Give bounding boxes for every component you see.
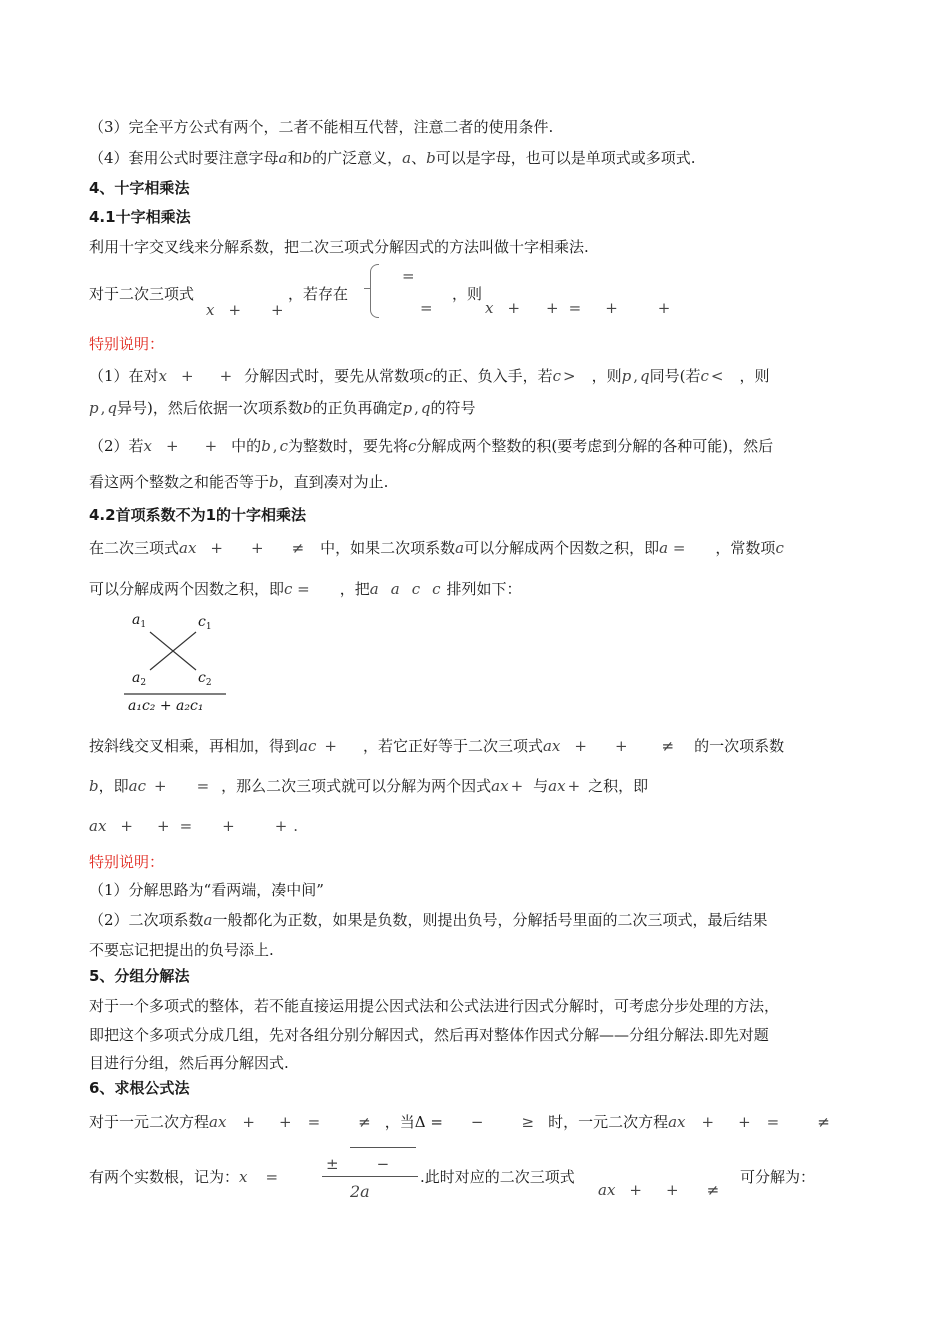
l4-text-b: 和 xyxy=(287,149,303,167)
p42-line-1: 在二次三项式ax + + ≠ 中，如果二次项系数a可以分解成两个因数之积，即a = ，常数项c xyxy=(89,539,784,557)
note-1-line-1: （1）在对x + + 分解因式时，要先从常数项c的正、负入手，若c > ，则p , q同号(若c < ，则 xyxy=(89,367,770,385)
p42-line-2: 可以分解成两个因数之积，即c = ，把a a c c 排列如下： xyxy=(89,580,522,598)
p6-line-2a: 有两个实数根，记为：x = xyxy=(89,1168,279,1186)
math-plus: + xyxy=(271,301,284,319)
math-b: b xyxy=(426,149,436,167)
cross-result: a₁c₂ + a₂c₁ xyxy=(128,698,204,714)
brace-eq-2: = xyxy=(420,299,433,317)
cross-a2: $a_2$ xyxy=(132,670,147,688)
x-line-1: 按斜线交叉相乘，再相加，得到ac + ，若它正好等于二次三项式ax + + ≠ 的一次项系数 xyxy=(89,737,785,755)
math-plus: + xyxy=(228,301,242,319)
p5-line-2: 即把这个多项式分成几组，先对各组分别分解因式，然后再对整体作因式分解——分组分解法.即先对题 xyxy=(89,1026,769,1044)
brace-eq-1: = xyxy=(402,267,415,285)
brace-shape xyxy=(370,264,379,318)
note-heading-2: 特别说明： xyxy=(89,853,165,871)
cross-c2: $c_2$ xyxy=(198,670,212,688)
formula-denominator: 2a xyxy=(350,1182,370,1201)
cross-c1: $c_1$ xyxy=(198,614,212,632)
p5-line-1: 对于一个多项式的整体，若不能直接运用提公因式法和公式法进行因式分解时，可考虑分步处理的方法， xyxy=(89,997,780,1015)
note2-line-3: 不要忘记把提出的负号添上. xyxy=(89,941,274,959)
note-2-line-2: 看这两个整数之和能否等于b，直到凑对为止. xyxy=(89,473,389,491)
p6-line-2b: .此时对应的二次三项式 xyxy=(420,1168,575,1186)
heading-5: 5、分组分解法 xyxy=(89,967,190,985)
note2-line-1: （1）分解思路为“看两端，凑中间” xyxy=(89,881,324,899)
p6-poly: ax + + ≠ xyxy=(598,1181,720,1199)
text-line-3: （3）完全平方公式有两个，二者不能相互代替，注意二者的使用条件. xyxy=(89,118,554,136)
heading-4-1: 4.1十字相乘法 xyxy=(89,208,191,226)
p6-line-2c: 可分解为： xyxy=(740,1168,816,1186)
note-heading-1: 特别说明： xyxy=(89,335,165,353)
brace-tip xyxy=(364,288,370,289)
cross-definition-text-c: ，则 xyxy=(452,285,483,303)
paragraph-4-1: 利用十字交叉线来分解系数，把二次三项式分解因式的方法叫做十字相乘法. xyxy=(89,238,589,256)
x-line-2: b，即ac + = ，那么二次三项式就可以分解为两个因式ax + 与ax + 之积，即 xyxy=(89,777,649,795)
heading-4-2: 4.2首项系数不为1的十字相乘法 xyxy=(89,506,307,524)
p5-line-3: 目进行分组，然后再分解因式. xyxy=(89,1054,289,1072)
note-1-line-2: p , q异号)，然后依据一次项系数b的正负再确定p , q的符号 xyxy=(89,399,476,417)
text-line-4 xyxy=(89,148,696,168)
math-a: a xyxy=(402,149,412,167)
math-x: x xyxy=(206,301,215,319)
cross-definition-text-b: ，若存在 xyxy=(288,285,349,303)
formula-fraction-bar xyxy=(322,1176,418,1177)
sqrt-overline xyxy=(350,1147,416,1148)
l4-text-c: 的广泛意义， xyxy=(312,149,403,167)
cross-definition-result: x + + = + + xyxy=(485,299,671,317)
l4-text-d: 、 xyxy=(411,149,427,167)
cross-definition-text-a: 对于二次三项式 xyxy=(89,285,195,303)
l4-text-a: （4）套用公式时要注意字母 xyxy=(89,149,279,167)
cross-definition-poly xyxy=(206,300,286,320)
cross-a1: $a_1$ xyxy=(132,612,147,630)
formula-numerator: ± − xyxy=(326,1155,390,1173)
x-line-3: ax + + = + + . xyxy=(89,817,299,835)
heading-4: 4、十字相乘法 xyxy=(89,179,190,197)
math-a: a xyxy=(278,149,288,167)
p6-line-1: 对于一元二次方程ax + + = ≠ ，当Δ = − ≥ 时，一元二次方程ax + + = ≠ xyxy=(89,1113,830,1131)
l4-text-e: 可以是字母，也可以是单项式或多项式. xyxy=(435,149,696,167)
note-2-line-1: （2）若x + + 中的b , c为整数时，要先将c分解成两个整数的积(要考虑到分解的各种可能)，然后 xyxy=(89,437,774,455)
math-b: b xyxy=(302,149,313,167)
note2-line-2: （2）二次项系数a一般都化为正数，如果是负数，则提出负号，分解括号里面的二次三项式，最后结果 xyxy=(89,911,768,929)
cross-diagram xyxy=(120,608,240,720)
heading-6: 6、求根公式法 xyxy=(89,1079,190,1097)
